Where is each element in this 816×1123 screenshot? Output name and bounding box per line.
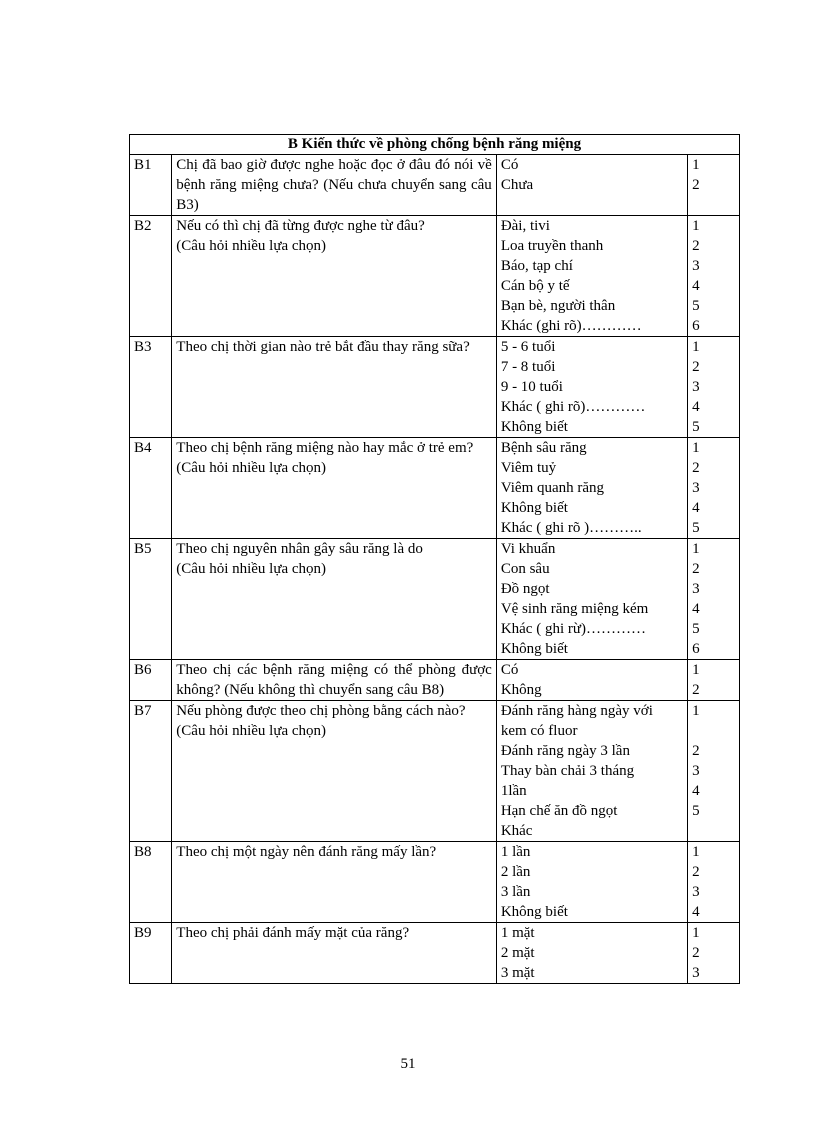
answer-options xyxy=(496,337,687,438)
answer-code: 3 xyxy=(692,884,700,900)
question-row-b6 xyxy=(130,660,740,701)
answer-option: Đồ ngọt xyxy=(500,581,550,597)
answer-option: Hạn chế ăn đồ ngọt xyxy=(500,803,618,819)
question-id: B2 xyxy=(130,216,172,337)
question-text: Theo chị một ngày nên đánh răng mấy lần? xyxy=(176,844,437,860)
answer-option: Có xyxy=(500,662,519,678)
answer-code: 2 xyxy=(692,238,700,254)
answer-code: 2 xyxy=(692,864,700,880)
answer-option: Khác xyxy=(500,823,533,839)
answer-code xyxy=(692,721,735,741)
question-row-b9 xyxy=(130,923,740,984)
question-text-cell xyxy=(172,923,497,984)
answer-option: Không xyxy=(500,682,542,698)
answer-code: 3 xyxy=(692,763,700,779)
answer-code: 2 xyxy=(692,177,700,193)
question-text-cell xyxy=(172,842,497,923)
answer-options xyxy=(496,660,687,701)
answer-option: Vi khuẩn xyxy=(500,541,556,557)
answer-option: 2 mặt xyxy=(500,945,535,961)
answer-code: 1 xyxy=(692,662,700,678)
answer-option: Khác ( ghi rõ )……….. xyxy=(500,520,642,536)
answer-option: kem có fluor xyxy=(500,723,578,739)
section-title: B Kiến thức về phòng chống bệnh răng miệng xyxy=(130,135,740,155)
answer-option: Khác ( ghi rõ)………… xyxy=(500,399,646,415)
questionnaire-table xyxy=(129,134,740,984)
page-number: 51 xyxy=(400,1056,416,1072)
answer-codes xyxy=(688,701,740,842)
question-text-cell xyxy=(172,155,497,216)
question-id: B6 xyxy=(130,660,172,701)
answer-code: 2 xyxy=(692,743,700,759)
answer-code: 4 xyxy=(692,278,700,294)
answer-option: Đánh răng hàng ngày với xyxy=(500,703,653,719)
answer-code: 1 xyxy=(692,440,700,456)
answer-option: Loa truyền thanh xyxy=(500,238,604,254)
answer-option: Vệ sinh răng miệng kém xyxy=(500,601,649,617)
question-text: Chị đã bao giờ được nghe hoặc đọc ở đâu đó nói về bệnh răng miệng chưa? (Nếu chưa chuyển sang câu B3) xyxy=(176,157,492,213)
question-note: (Câu hỏi nhiều lựa chọn) xyxy=(176,723,327,739)
answer-codes xyxy=(688,438,740,539)
question-id: B7 xyxy=(130,701,172,842)
question-text: Theo chị thời gian nào trẻ bắt đầu thay răng sữa? xyxy=(176,339,470,355)
answer-options xyxy=(496,216,687,337)
answer-option: 9 - 10 tuổi xyxy=(500,379,563,395)
answer-option: Bệnh sâu răng xyxy=(500,440,587,456)
answer-code: 3 xyxy=(692,480,700,496)
question-text-cell xyxy=(172,701,497,842)
answer-code: 1 xyxy=(692,218,700,234)
answer-code: 5 xyxy=(692,621,700,637)
answer-option: Đài, tivi xyxy=(500,218,550,234)
question-row-b1 xyxy=(130,155,740,216)
answer-option: Bạn bè, người thân xyxy=(500,298,616,314)
question-row-b4 xyxy=(130,438,740,539)
question-text: Theo chị nguyên nhân gây sâu răng là do xyxy=(176,541,423,557)
question-id: B9 xyxy=(130,923,172,984)
answer-codes xyxy=(688,923,740,984)
question-row-b5 xyxy=(130,539,740,660)
question-note: (Câu hỏi nhiều lựa chọn) xyxy=(176,561,327,577)
question-text-cell xyxy=(172,337,497,438)
answer-codes xyxy=(688,155,740,216)
answer-option: 1lần xyxy=(500,783,527,799)
answer-option: Viêm tuỷ xyxy=(500,460,557,476)
question-row-b7 xyxy=(130,701,740,842)
answer-option: 5 - 6 tuổi xyxy=(500,339,556,355)
answer-codes xyxy=(688,337,740,438)
question-row-b2 xyxy=(130,216,740,337)
answer-option: Không biết xyxy=(500,641,568,657)
question-row-b8 xyxy=(130,842,740,923)
answer-codes xyxy=(688,842,740,923)
answer-option: Không biết xyxy=(500,419,568,435)
question-id: B4 xyxy=(130,438,172,539)
question-row-b3 xyxy=(130,337,740,438)
answer-option: 3 lần xyxy=(500,884,531,900)
question-text: Theo chị các bệnh răng miệng có thể phòng được không? (Nếu không thì chuyển sang câu B8) xyxy=(176,662,492,698)
answer-code: 6 xyxy=(692,318,700,334)
answer-option: Không biết xyxy=(500,904,568,920)
answer-code: 3 xyxy=(692,379,700,395)
answer-option: Báo, tạp chí xyxy=(500,258,573,274)
answer-code: 2 xyxy=(692,682,700,698)
answer-code: 4 xyxy=(692,500,700,516)
answer-option: Đánh răng ngày 3 lần xyxy=(500,743,630,759)
question-id: B5 xyxy=(130,539,172,660)
answer-code: 3 xyxy=(692,581,700,597)
answer-code: 5 xyxy=(692,419,700,435)
answer-option: Khác ( ghi rừ)………… xyxy=(500,621,646,637)
answer-code: 5 xyxy=(692,803,700,819)
answer-code: 1 xyxy=(692,844,700,860)
question-text-cell xyxy=(172,216,497,337)
answer-codes xyxy=(688,660,740,701)
answer-code: 6 xyxy=(692,641,700,657)
answer-options xyxy=(496,539,687,660)
answer-options xyxy=(496,842,687,923)
answer-option: Thay bàn chải 3 tháng xyxy=(500,763,635,779)
answer-code: 1 xyxy=(692,339,700,355)
answer-code: 3 xyxy=(692,965,700,981)
answer-code: 5 xyxy=(692,298,700,314)
question-note: (Câu hỏi nhiều lựa chọn) xyxy=(176,238,327,254)
answer-code: 1 xyxy=(692,157,700,173)
answer-code: 4 xyxy=(692,783,700,799)
answer-code: 4 xyxy=(692,601,700,617)
answer-option: Chưa xyxy=(500,177,534,193)
question-text: Theo chị phải đánh mấy mặt của răng? xyxy=(176,925,410,941)
answer-option: Có xyxy=(500,157,519,173)
question-id: B8 xyxy=(130,842,172,923)
answer-codes xyxy=(688,539,740,660)
answer-option: 1 mặt xyxy=(500,925,535,941)
answer-option: Không biết xyxy=(500,500,568,516)
answer-code: 5 xyxy=(692,520,700,536)
answer-code: 2 xyxy=(692,359,700,375)
answer-option: 2 lần xyxy=(500,864,531,880)
answer-code: 1 xyxy=(692,925,700,941)
answer-code: 2 xyxy=(692,561,700,577)
section-header-row xyxy=(130,135,740,155)
answer-options xyxy=(496,923,687,984)
answer-codes xyxy=(688,216,740,337)
question-rows xyxy=(130,155,740,984)
answer-option: Cán bộ y tế xyxy=(500,278,570,294)
answer-code: 2 xyxy=(692,460,700,476)
answer-options xyxy=(496,701,687,842)
answer-option: 3 mặt xyxy=(500,965,535,981)
answer-options xyxy=(496,438,687,539)
answer-code: 1 xyxy=(692,703,700,719)
question-text-cell xyxy=(172,660,497,701)
answer-option: Con sâu xyxy=(500,561,550,577)
question-text: Nếu phòng được theo chị phòng bằng cách nào? xyxy=(176,703,466,719)
question-text-cell xyxy=(172,539,497,660)
answer-code xyxy=(692,821,735,841)
answer-option: 7 - 8 tuổi xyxy=(500,359,556,375)
question-text-cell xyxy=(172,438,497,539)
answer-code: 2 xyxy=(692,945,700,961)
answer-code: 4 xyxy=(692,399,700,415)
question-id: B3 xyxy=(130,337,172,438)
answer-code: 4 xyxy=(692,904,700,920)
answer-option: 1 lần xyxy=(500,844,531,860)
question-text: Nếu có thì chị đã từng được nghe từ đâu? xyxy=(176,218,425,234)
question-text: Theo chị bệnh răng miệng nào hay mắc ở trẻ em? xyxy=(176,440,474,456)
question-id: B1 xyxy=(130,155,172,216)
answer-code: 3 xyxy=(692,258,700,274)
answer-options xyxy=(496,155,687,216)
answer-option: Viêm quanh răng xyxy=(500,480,605,496)
question-note: (Câu hỏi nhiều lựa chọn) xyxy=(176,460,327,476)
answer-code: 1 xyxy=(692,541,700,557)
answer-option: Khác (ghi rõ)………… xyxy=(500,318,642,334)
